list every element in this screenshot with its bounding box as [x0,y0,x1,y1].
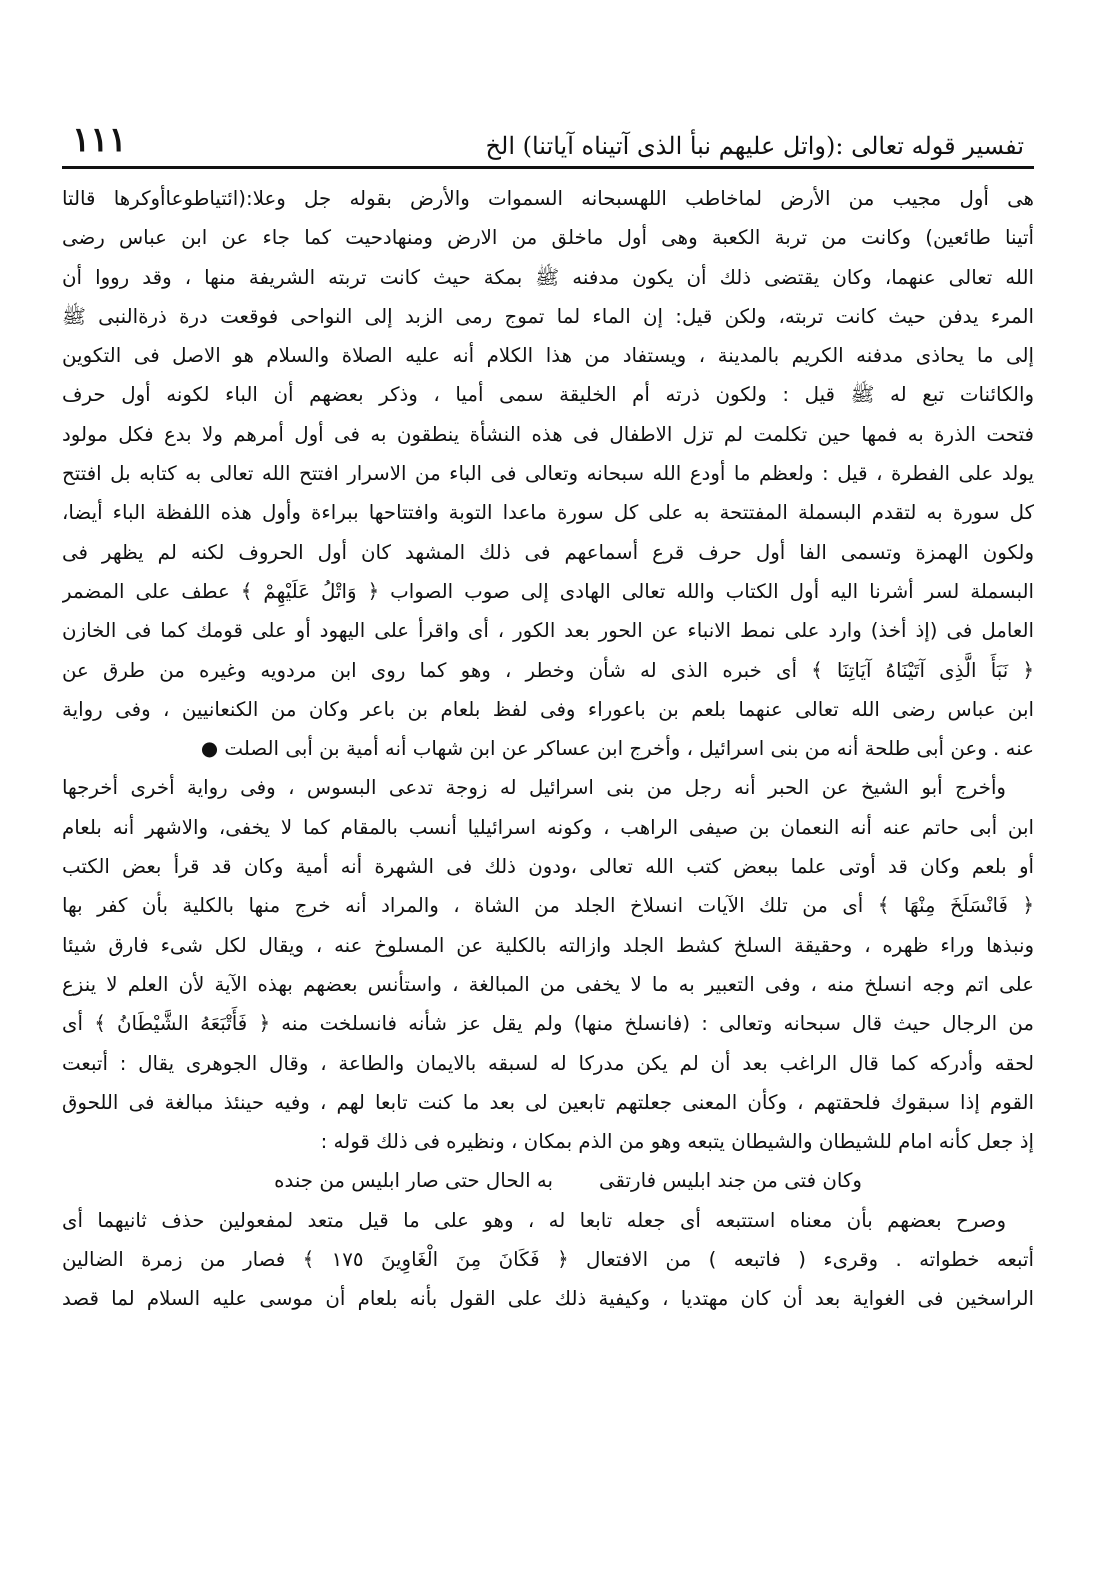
body-text-continued [62,1201,1034,1319]
running-header [62,118,1034,164]
verse-first-hemistich: وكان فتى من جند ابليس فارتقى [599,1169,862,1193]
text-line: من الرجال حيث قال سبحانه وتعالى : (فانسلخ منها) ولم يقل عز شأنه فانسلخت منه ﴿ فَأَتْبَعَهُ الشَّيْطَانُ ﴾ أى [62,1012,1034,1036]
text-line: يولد على الفطرة ، قيل : ولعظم ما أودع الله سبحانه وتعالى فى الباء من الاسرار افتتح الله تعالى به كتابه بل افتتح [62,462,1034,486]
text-line: أتبعه خطواته . وقرىء ( فاتبعه ) من الافتعال ﴿ فَكَانَ مِنَ الْغَاوِينَ ١٧٥ ﴾ فصار من زمرة الضالين [62,1248,1034,1272]
text-line: البسملة لسر أشرنا اليه أول الكتاب والله تعالى الهادى إلى صوب الصواب ﴿ وَاتْلُ عَلَيْهِمْ ﴾ عطف على المضمر [62,579,1034,603]
header-title: تفسير قوله تعالى :(واتل عليهم نبأ الذى آتيناه آياتنا) الخ [485,132,1024,160]
verse-second-hemistich: به الحال حتى صار ابليس من جنده [274,1169,554,1193]
text-line: لحقه وأدركه كما قال الراغب بعد أن لم يكن مدركا له لسبقه بالايمان والطاعة ، وقال الجوهرى يقال : أتبعت [62,1051,1034,1075]
text-line: ابن أبى حاتم عنه أنه النعمان بن صيفى الراهب ، وكونه اسرائيليا أنسب بالمقام كما لا يخفى، والاشهر أنه بلعام [62,815,1034,839]
page-number: ١١١ [72,120,127,160]
text-line: إذ جعل كأنه امام للشيطان والشيطان يتبعه وهو من الذم بمكان ، ونظيره فى ذلك قوله : [320,1130,1034,1154]
text-line: ﴿ فَانْسَلَخَ مِنْهَا ﴾ أى من تلك الآيات انسلاخ الجلد من الشاة ، والمراد أنه خرج منها بالكلية بأن كفر بها [62,894,1034,918]
text-line: عنه . وعن أبى طلحة أنه من بنى اسرائيل ، وأخرج ابن عساكر عن ابن شهاب أنه أمية بن أبى الصلت ● [200,737,1034,761]
text-line: هى أول مجيب من الأرض لماخاطب اللهسبحانه السموات والأرض بقوله جل وعلا:(ائتياطوعاأوكرها قالتا [62,187,1034,210]
text-line: على اتم وجه انسلخ منه ، وفى التعبير به ما لا يخفى من المبالغة ، واستأنس بعضهم بهذه الآية لأن العلم لا ينزع [62,972,1034,996]
text-line: الراسخين فى الغواية بعد أن كان مهتديا ، وكيفية ذلك على القول بأنه بلعام أن موسى عليه السلام لما قصد [62,1287,1034,1311]
text-line: ونبذها وراء ظهره ، وحقيقة السلخ كشط الجلد وازالته بالكلية عن المسلوخ عنه ، ويقال لكل شىء فارق شيئا [62,933,1034,957]
text-line: ابن عباس رضى الله تعالى عنهما بلعم بن باعوراء وفى لفظ بلعام بن باعر وكان من الكنعانيين ، وفى رواية [62,697,1034,721]
header-rule [62,166,1034,169]
body-text [62,179,1034,1161]
text-line: فتحت الذرة به فمها حين تكلمت لم تزل الاطفال فى هذه النشأة ينطقون به فى أول أمرهم ولا بدع فكل مولود [62,422,1034,446]
text-line: كل سورة به لتقدم البسملة المفتتحة به على كل سورة ماعدا التوبة وافتتاحها ببراءة وأول هذه اللفظة الباء أيضا، [62,501,1034,525]
text-line: ﴿ نَبَأَ الَّذِى آتَيْنَاهُ آيَاتِنَا ﴾ أى خبره الذى له شأن وخطر ، وهو كما روى ابن مردويه وغيره من طرق عن [62,658,1034,682]
text-line: الله تعالى عنهما، وكان يقتضى ذلك أن يكون مدفنه ﷺ بمكة حيث كانت تربته الشريفة منها ، وقد رووا أن [62,265,1034,289]
text-line: والكائنات تبع له ﷺ قيل : ولكون ذرته أم الخليقة سمى أميا ، وذكر بعضهم أن الباء لكونه أول حرف [62,383,1034,407]
poetry-verse [62,1161,1034,1200]
text-line: أتينا طائعين) وكانت من تربة الكعبة وهى أول ماخلق من الارض ومنهادحيت كما جاء عن ابن عباس رضى [62,226,1034,250]
text-line: وأخرج أبو الشيخ عن الحبر أنه رجل من بنى اسرائيل له زوجة تدعى البسوس ، وفى رواية أخرى أخرجها [62,776,1006,800]
text-line: العامل فى (إذ أخذ) وارد على نمط الانباء عن الحور بعد الكور ، أى واقرأ على اليهود أو على قومك كما فى الخازن [62,619,1034,643]
text-line: وصرح بعضهم بأن معناه استتبعه أى جعله تابعا له ، وهو على ما قيل متعد لمفعولين حذف ثانيهما أى [62,1208,1006,1232]
text-line: ولكون الهمزة وتسمى الفا أول حرف قرع أسماعهم فى ذلك المشهد كان أول الحروف لكنه لم يظهر فى [62,540,1034,564]
text-line: المرء يدفن حيث كانت تربته، ولكن قيل: إن الماء لما تموج رمى الزبد إلى النواحى فوقعت درة ذرةالنبى ﷺ [62,304,1034,328]
text-line: إلى ما يحاذى مدفنه الكريم بالمدينة ، ويستفاد من هذا الكلام أنه عليه الصلاة والسلام هو الاصل فى التكوين [62,344,1034,368]
text-line: القوم إذا سبقوك فلحقتهم ، وكأن المعنى جعلتهم تابعين لى بعد ما كنت تابعا لهم ، وفيه حينئذ مبالغة فى اللحوق [62,1090,1034,1114]
text-line: أو بلعم وكان قد أوتى علما ببعض كتب الله تعالى ،ودون ذلك فى الشهرة أنه أمية وكان قد قرأ بعض الكتب [62,855,1034,879]
